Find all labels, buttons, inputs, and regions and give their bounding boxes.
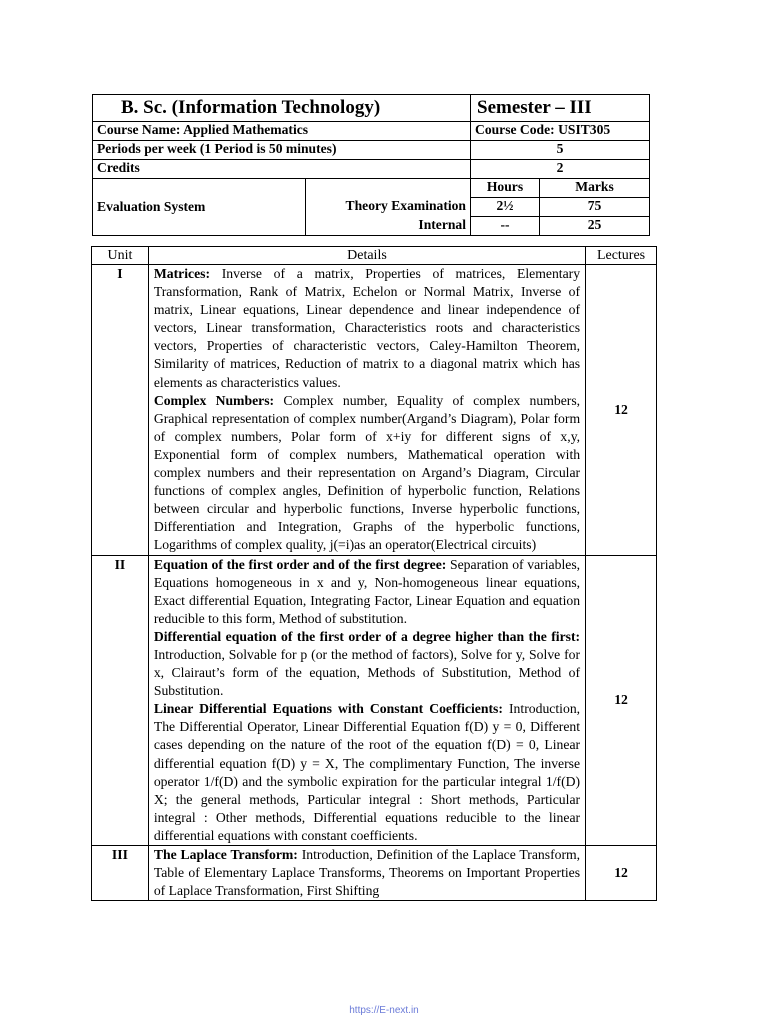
- unit-details: [148, 265, 585, 556]
- detail-paragraph: [154, 392, 580, 555]
- internal-hours: --: [471, 217, 540, 236]
- theory-label: Theory Examination: [306, 198, 471, 217]
- topic-text: Introduction, Definition of the Laplace Transform, Table of Elementary Laplace Transforms, Theorems on Important Properties of Laplace Transformation, First Shifting: [153, 847, 581, 899]
- evaluation-label: Evaluation System: [93, 179, 306, 236]
- topic-heading: Linear Differential Equations with Constant Coefficients:: [153, 701, 503, 717]
- topic-text: Introduction, Solvable for p (or the method of factors), Solve for y, Solve for x, Clairaut’s form of the equation, Methods of Substitution, Method of Substitution.: [153, 646, 581, 699]
- lecture-count: 12: [586, 265, 657, 556]
- lectures-column-header: Lectures: [586, 247, 657, 265]
- table-row: [92, 846, 657, 901]
- lecture-count: 12: [586, 846, 657, 901]
- topic-heading: Differential equation of the first order of a degree higher than the first:: [153, 628, 581, 644]
- table-row: [92, 555, 657, 846]
- unit-number: III: [92, 846, 149, 901]
- detail-paragraph: [154, 700, 580, 845]
- topic-text: Complex number, Equality of complex numbers, Graphical representation of complex number(Argand’s Diagram), Polar form of complex numbers, Polar form of x+iy for different signs of x,y, Exponential form of complex numbers, Mathematical operation with complex numbers and their representation on Argand’s Diagram, Circular functions of complex angles, Definition of hyperbolic function, Relations between circular and hyperbolic functions, Inverse hyperbolic functions, Differentiation and Integration, Graphs of the hyperbolic functions, Logarithms of complex quality, j(=i)as an operator(Electrical circuits): [153, 392, 581, 553]
- periods-value: 5: [471, 141, 650, 160]
- internal-label: Internal: [306, 217, 471, 236]
- hours-header: Hours: [471, 179, 540, 198]
- lecture-count: 12: [586, 555, 657, 846]
- details-column-header: Details: [148, 247, 585, 265]
- unit-number: II: [92, 555, 149, 846]
- syllabus-table: [91, 246, 657, 901]
- table-row: [92, 265, 657, 556]
- internal-marks: 25: [540, 217, 650, 236]
- topic-text: Separation of variables, Equations homogeneous in x and y, Non-homogeneous linear equations, Exact differential Equation, Integrating Factor, Linear Equation and equation reducible to this form, Method of substitution.: [153, 556, 581, 626]
- course-name: Course Name: Applied Mathematics: [93, 122, 471, 141]
- unit-column-header: Unit: [92, 247, 149, 265]
- program-title: B. Sc. (Information Technology): [93, 95, 471, 122]
- theory-hours: 2½: [471, 198, 540, 217]
- course-header-table: [92, 94, 650, 236]
- detail-paragraph: [154, 265, 580, 392]
- footer-link[interactable]: https://E-next.in: [349, 1005, 419, 1016]
- unit-details: [148, 846, 585, 901]
- semester-label: Semester – III: [471, 95, 650, 122]
- topic-heading: Equation of the first order and of the first degree:: [153, 556, 447, 572]
- unit-number: I: [92, 265, 149, 556]
- topic-text: Introduction, The Differential Operator, Linear Differential Equation f(D) y = 0, Different cases depending on the nature of the root of the equation f(D) = 0, Linear differential equation f(D) y = X, The complimentary Function, The inverse operator 1/f(D) and the symbolic expiration for the particular integral 1/f(D) X; the general methods, Particular integral : Short methods, Particular integral : Other methods, Differential equations reducible to the linear differential equations with constant coefficients.: [153, 701, 581, 843]
- credits-value: 2: [471, 160, 650, 179]
- theory-marks: 75: [540, 198, 650, 217]
- topic-heading: Matrices:: [153, 266, 211, 281]
- detail-paragraph: [154, 846, 580, 900]
- topic-heading: Complex Numbers:: [153, 392, 275, 408]
- periods-label: Periods per week (1 Period is 50 minutes): [93, 141, 471, 160]
- detail-paragraph: [154, 628, 580, 700]
- unit-details: [148, 555, 585, 846]
- credits-label: Credits: [93, 160, 471, 179]
- topic-heading: The Laplace Transform:: [153, 847, 298, 862]
- course-code: Course Code: USIT305: [471, 122, 650, 141]
- marks-header: Marks: [540, 179, 650, 198]
- topic-text: Inverse of a matrix, Properties of matrices, Elementary Transformation, Rank of Matrix, Echelon or Normal Matrix, Inverse of matrix, Linear equations, Linear dependence and linear independence of vectors, Linear transformation, Characteristics roots and characteristics vectors, Properties of characteristic vectors, Caley-Hamilton Theorem, Similarity of matrices, Reduction of matrix to a diagonal matrix which has elements as characteristics values.: [153, 266, 581, 390]
- evaluation-blank: [306, 179, 471, 198]
- detail-paragraph: [154, 556, 580, 628]
